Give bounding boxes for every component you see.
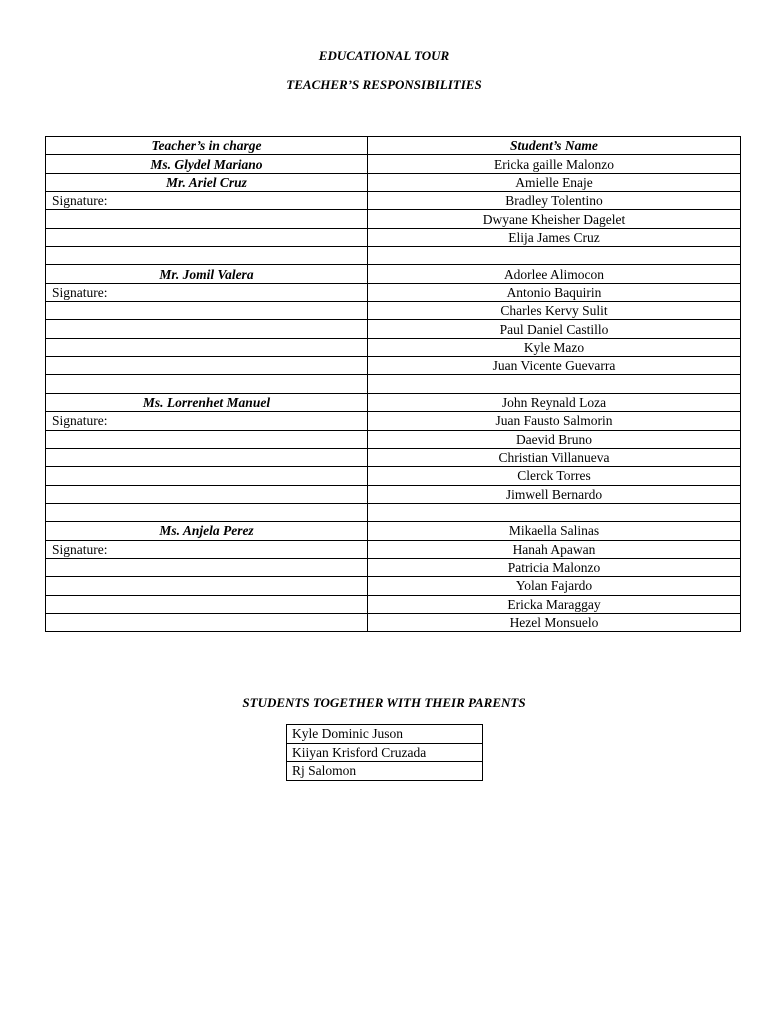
table-row [46,577,741,595]
teacher-name-cell: Ms. Anjela Perez [46,522,368,540]
table-row [46,485,741,503]
signature-cell: Signature: [46,283,368,301]
document-subtitle: TEACHER’S RESPONSIBILITIES [286,77,482,92]
table-row [46,265,741,283]
header-teacher-in-charge: Teacher’s in charge [46,137,368,155]
student-name-cell: Kyle Mazo [368,338,741,356]
empty-cell [368,503,741,521]
student-name-cell: Clerck Torres [368,467,741,485]
student-name-cell: Dwyane Kheisher Dagelet [368,210,741,228]
student-name-cell: Charles Kervy Sulit [368,302,741,320]
table-row [46,192,741,210]
signature-cell: Signature: [46,192,368,210]
table-row [46,558,741,576]
student-name-cell: Ericka gaille Malonzo [368,155,741,173]
empty-cell [46,577,368,595]
table-row [46,375,741,393]
table-row [46,247,741,265]
student-name-cell: John Reynald Loza [368,393,741,411]
student-name-cell: Amielle Enaje [368,173,741,191]
empty-cell [46,485,368,503]
table-row [46,613,741,631]
teacher-name-cell: Mr. Ariel Cruz [46,173,368,191]
empty-cell [46,302,368,320]
table-row [46,210,741,228]
student-name-cell: Hanah Apawan [368,540,741,558]
table-row [46,412,741,430]
teacher-name-cell: Ms. Lorrenhet Manuel [46,393,368,411]
table-row [46,503,741,521]
document-title: EDUCATIONAL TOUR [318,48,450,63]
table-row [46,228,741,246]
table-row [46,320,741,338]
table-row [46,338,741,356]
table-row [46,540,741,558]
empty-cell [46,320,368,338]
table-row [46,283,741,301]
teacher-name-cell: Ms. Glydel Mariano [46,155,368,173]
empty-cell [46,338,368,356]
responsibilities-table-body [46,137,741,632]
student-name-cell: Christian Villanueva [368,448,741,466]
empty-cell [46,467,368,485]
student-name-cell: Adorlee Alimocon [368,265,741,283]
empty-cell [46,357,368,375]
table-header-row [46,137,741,155]
signature-cell: Signature: [46,540,368,558]
student-name-cell: Juan Fausto Salmorin [368,412,741,430]
table-row [287,762,483,781]
table-row [46,302,741,320]
table-row [46,155,741,173]
table-row [46,430,741,448]
table-row [46,393,741,411]
empty-cell [46,247,368,265]
empty-cell [46,228,368,246]
table-row [287,743,483,762]
empty-cell [46,375,368,393]
teacher-name-cell: Mr. Jomil Valera [46,265,368,283]
table-row [46,595,741,613]
student-name-cell: Jimwell Bernardo [368,485,741,503]
student-name-cell: Antonio Baquirin [368,283,741,301]
table-row [46,448,741,466]
empty-cell [46,558,368,576]
student-name-cell: Patricia Malonzo [368,558,741,576]
empty-cell [368,375,741,393]
empty-cell [46,595,368,613]
empty-cell [368,247,741,265]
student-name-cell: Ericka Maraggay [368,595,741,613]
table-row [287,725,483,744]
table-row [46,357,741,375]
student-name-cell: Mikaella Salinas [368,522,741,540]
parents-section-heading: STUDENTS TOGETHER WITH THEIR PARENTS [242,695,526,710]
student-with-parent-cell: Rj Salomon [287,762,483,781]
empty-cell [46,210,368,228]
student-name-cell: Bradley Tolentino [368,192,741,210]
student-with-parent-cell: Kyle Dominic Juson [287,725,483,744]
parents-table-body [287,725,483,781]
student-name-cell: Hezel Monsuelo [368,613,741,631]
student-name-cell: Juan Vicente Guevarra [368,357,741,375]
signature-cell: Signature: [46,412,368,430]
empty-cell [46,613,368,631]
student-name-cell: Elija James Cruz [368,228,741,246]
header-student-name: Student’s Name [368,137,741,155]
student-name-cell: Yolan Fajardo [368,577,741,595]
empty-cell [46,503,368,521]
student-with-parent-cell: Kiiyan Krisford Cruzada [287,743,483,762]
table-row [46,173,741,191]
table-row [46,522,741,540]
parents-table [286,724,483,781]
table-row [46,467,741,485]
empty-cell [46,430,368,448]
empty-cell [46,448,368,466]
student-name-cell: Paul Daniel Castillo [368,320,741,338]
student-name-cell: Daevid Bruno [368,430,741,448]
responsibilities-table [45,136,741,632]
